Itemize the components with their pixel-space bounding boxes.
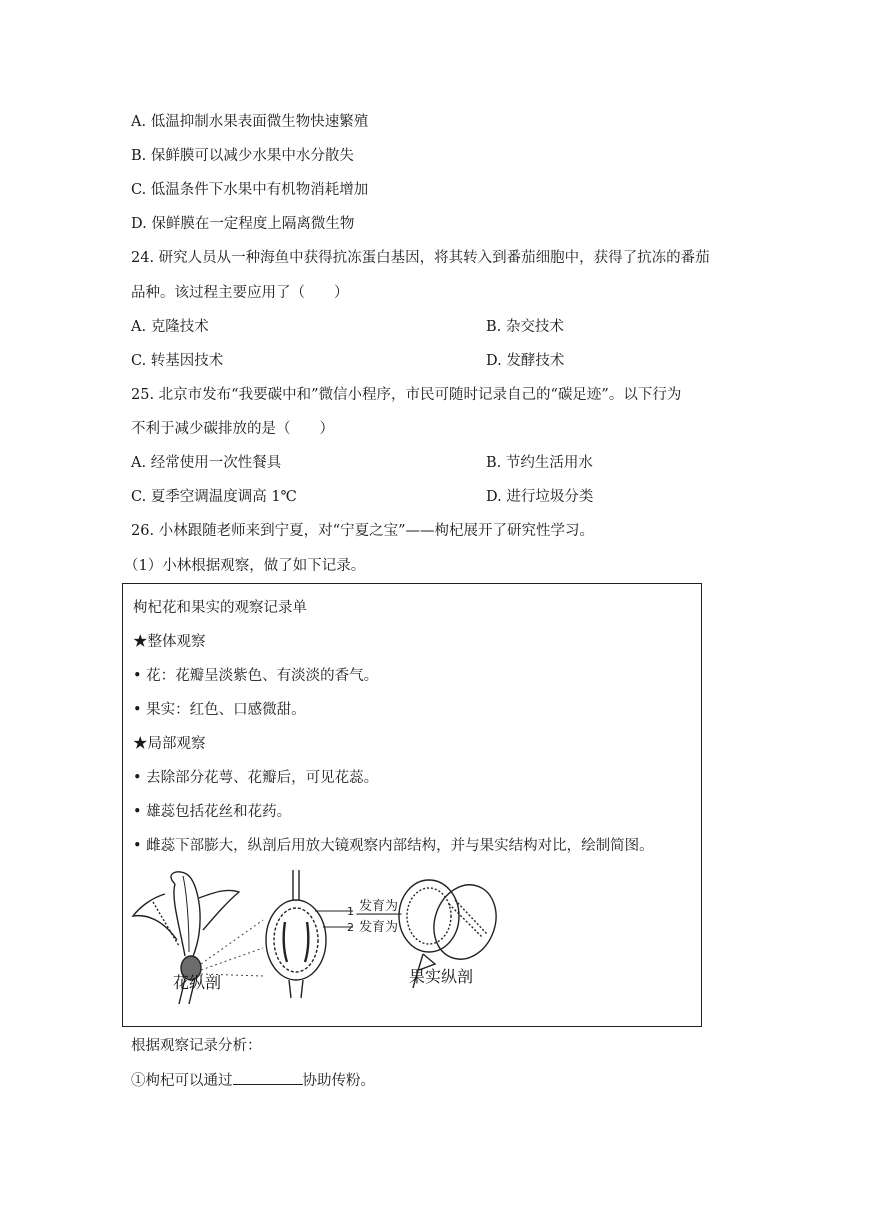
flower-note: • 花：花瓣呈淡紫色、有淡淡的香气。	[133, 668, 379, 684]
q25-option-a: A. 经常使用一次性餐具	[131, 455, 282, 471]
remove-note: • 去除部分花萼、花瓣后，可见花蕊。	[133, 770, 379, 786]
record-title: 枸杞花和果实的观察记录单	[133, 600, 307, 616]
analysis-item-1	[131, 1070, 375, 1091]
observation-record-box	[122, 583, 702, 1027]
magnify-lines	[201, 920, 263, 976]
develop-label-2: 发育为	[359, 920, 399, 935]
q24-stem-line2: 品种。该过程主要应用了（ ）	[131, 285, 349, 301]
q26-stem: 26. 小林跟随老师来到宁夏，对“宁夏之宝”——枸杞展开了研究性学习。	[131, 523, 594, 539]
whole-observation-heading: ★整体观察	[133, 634, 206, 650]
q24-stem-line1: 24. 研究人员从一种海鱼中获得抗冻蛋白基因，将其转入到番茄细胞中，获得了抗冻的番茄	[131, 250, 710, 266]
item1-suffix: 协助传粉。	[302, 1073, 375, 1089]
answer-blank[interactable]	[233, 1070, 303, 1085]
q24-option-b: B. 杂交技术	[486, 319, 564, 335]
fruit-caption: 果实纵剖	[409, 967, 474, 986]
develop-label-1: 发育为	[359, 899, 399, 914]
q24-option-a: A. 克隆技术	[131, 319, 209, 335]
pistil-section-drawing	[266, 870, 326, 998]
q23-option-c: C. 低温条件下水果中有机物消耗增加	[131, 182, 369, 198]
pistil-note: • 雌蕊下部膨大，纵剖后用放大镜观察内部结构，并与果实结构对比，绘制简图。	[133, 838, 654, 854]
q25-option-b: B. 节约生活用水	[486, 455, 593, 471]
q25-stem-line2: 不利于减少碳排放的是（ ）	[131, 421, 334, 437]
label-2: 2	[347, 921, 354, 934]
q26-sub1: （1）小林根据观察，做了如下记录。	[124, 558, 366, 574]
q25-stem-line1: 25. 北京市发布“我要碳中和”微信小程序，市民可随时记录自己的“碳足迹”。以下行为	[131, 387, 682, 403]
q24-option-d: D. 发酵技术	[486, 353, 565, 369]
flower-caption: 花纵剖	[173, 973, 222, 992]
q23-option-d: D. 保鲜膜在一定程度上隔离微生物	[131, 216, 355, 232]
q23-option-a: A. 低温抑制水果表面微生物快速繁殖	[131, 114, 369, 130]
partial-observation-heading: ★局部观察	[133, 736, 206, 752]
q25-option-c: C. 夏季空调温度调高 1℃	[131, 489, 297, 505]
q23-option-b: B. 保鲜膜可以减少水果中水分散失	[131, 148, 354, 164]
q24-option-c: C. 转基因技术	[131, 353, 224, 369]
item1-prefix: ①枸杞可以通过	[131, 1073, 233, 1089]
analysis-intro: 根据观察记录分析：	[131, 1038, 262, 1054]
fruit-note: • 果实：红色、口感微甜。	[133, 702, 306, 718]
flower-fruit-figure	[123, 864, 701, 1024]
stamen-note: • 雄蕊包括花丝和花药。	[133, 804, 292, 820]
q25-option-d: D. 进行垃圾分类	[486, 489, 594, 505]
label-1: 1	[347, 905, 354, 918]
